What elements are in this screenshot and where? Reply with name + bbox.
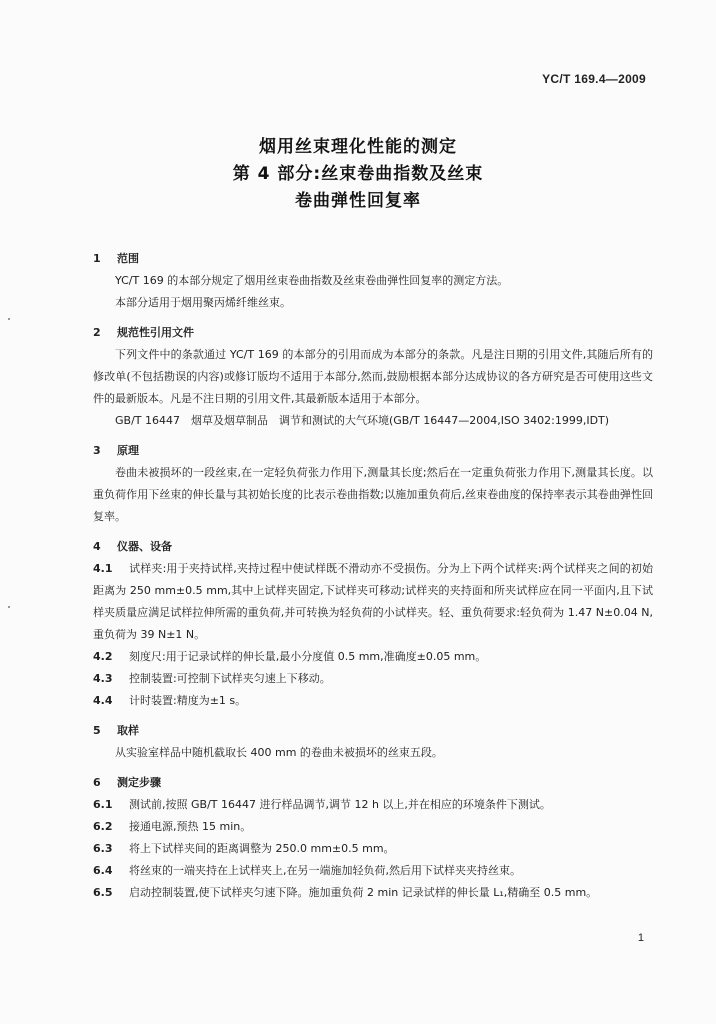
section-heading-procedure — [93, 772, 653, 794]
clause-number: 4.2 — [93, 650, 113, 663]
clause-text: 试样夹:用于夹持试样,夹持过程中使试样既不滑动亦不受损伤。分为上下两个试样夹:两个试样夹之间的初始距离为 250 mm±0.5 mm,其中上试样夹固定,下试样夹可移动;试样夹的夹持面和所夹试样应在同一平面内,且下试样夹质量应满足试样拉伸所需的重负荷,并可转换为轻负荷的小试样夹。轻、重负荷要求:轻负荷为 1.47 N±0.04 N,重负荷为 39 N±1 N。 — [93, 562, 653, 641]
section-heading-normative-references — [93, 322, 653, 344]
scan-speck — [8, 606, 10, 608]
section-number: 1 — [93, 252, 101, 265]
clause-number: 6.1 — [93, 798, 113, 811]
title-line-1: 烟用丝束理化性能的测定 — [259, 137, 457, 157]
clause-number: 6.5 — [93, 886, 113, 899]
page-number: 1 — [637, 932, 644, 944]
paragraph: 从实验室样品中随机截取长 400 mm 的卷曲未被损坏的丝束五段。 — [115, 746, 443, 759]
section-heading-scope — [93, 248, 653, 270]
clause — [93, 816, 653, 838]
title-line-2: 第 4 部分:丝束卷曲指数及丝束 — [232, 164, 484, 184]
clause — [93, 646, 653, 668]
section-title: 规范性引用文件 — [117, 326, 194, 339]
clause-text: 刻度尺:用于记录试样的伸长量,最小分度值 0.5 mm,准确度±0.05 mm。 — [129, 650, 487, 663]
clause-text: 计时装置:精度为±1 s。 — [129, 694, 247, 707]
title-line-3: 卷曲弹性回复率 — [295, 191, 421, 211]
clause — [93, 838, 653, 860]
section-number: 2 — [93, 326, 101, 339]
clause-text: 将丝束的一端夹持在上试样夹上,在另一端施加轻负荷,然后用下试样夹夹持丝束。 — [129, 864, 521, 877]
clause-number: 6.3 — [93, 842, 113, 855]
clause — [93, 668, 653, 690]
section-title: 取样 — [117, 724, 139, 737]
section-heading-sampling — [93, 720, 653, 742]
paragraph: 下列文件中的条款通过 YC/T 169 的本部分的引用而成为本部分的条款。凡是注日期的引用文件,其随后所有的修改单(不包括勘误的内容)或修订版均不适用于本部分,然而,鼓励根据本部分达成协议的各方研究是否可使用这些文件的最新版本。凡是不注日期的引用文件,其最新版本适用于本部分。 — [93, 348, 653, 405]
clause-number: 4.3 — [93, 672, 113, 685]
clause — [93, 794, 653, 816]
clause-text: 启动控制装置,使下试样夹匀速下降。施加重负荷 2 min 记录试样的伸长量 L₁,精确至 0.5 mm。 — [129, 886, 598, 899]
section-number: 4 — [93, 540, 101, 553]
section-number: 5 — [93, 724, 101, 737]
scan-speck — [8, 318, 10, 320]
clause — [93, 860, 653, 882]
clause-number: 4.1 — [93, 562, 113, 575]
standard-code: YC/T 169.4—2009 — [542, 72, 646, 86]
section-number: 6 — [93, 776, 101, 789]
clause-text: 将上下试样夹间的距离调整为 250.0 mm±0.5 mm。 — [129, 842, 395, 855]
document-title — [0, 134, 716, 215]
paragraph: YC/T 169 的本部分规定了烟用丝束卷曲指数及丝束卷曲弹性回复率的测定方法。 — [115, 274, 509, 287]
clause — [93, 690, 653, 712]
document-body — [93, 248, 653, 904]
clause-text: 接通电源,预热 15 min。 — [129, 820, 252, 833]
clause-number: 6.2 — [93, 820, 113, 833]
clause-text: 测试前,按照 GB/T 16447 进行样品调节,调节 12 h 以上,并在相应的环境条件下测试。 — [129, 798, 551, 811]
section-title: 测定步骤 — [117, 776, 161, 789]
section-number: 3 — [93, 444, 101, 457]
paragraph: 卷曲未被损坏的一段丝束,在一定轻负荷张力作用下,测量其长度;然后在一定重负荷张力作用下,测量其长度。以重负荷作用下丝束的伸长量与其初始长度的比表示卷曲指数;以施加重负荷后,丝束卷曲度的保持率表示其卷曲弹性回复率。 — [93, 466, 653, 523]
section-title: 原理 — [117, 444, 139, 457]
clause-text: 控制装置:可控制下试样夹匀速上下移动。 — [129, 672, 331, 685]
section-title: 范围 — [117, 252, 139, 265]
clause-number: 6.4 — [93, 864, 113, 877]
section-heading-principle — [93, 440, 653, 462]
paragraph: 本部分适用于烟用聚丙烯纤维丝束。 — [115, 296, 291, 309]
clause — [93, 882, 653, 904]
section-title: 仪器、设备 — [117, 540, 172, 553]
clause-number: 4.4 — [93, 694, 113, 707]
section-heading-apparatus — [93, 536, 653, 558]
clause — [93, 558, 653, 646]
reference-item: GB/T 16447 烟草及烟草制品 调节和测试的大气环境(GB/T 16447—2004,ISO 3402:1999,IDT) — [115, 414, 610, 427]
